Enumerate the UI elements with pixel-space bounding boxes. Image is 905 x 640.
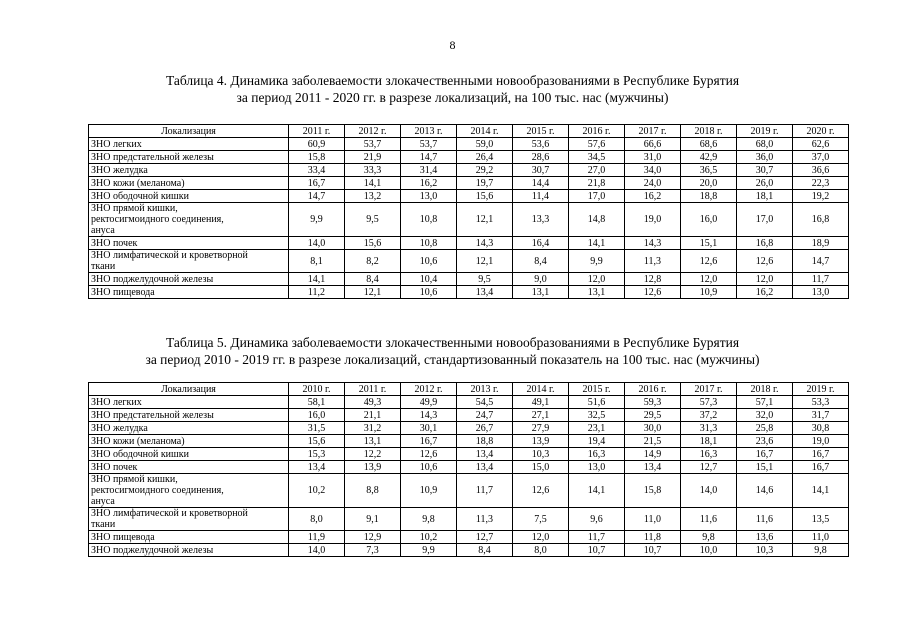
table-header-row (89, 383, 849, 396)
value-cell: 12,6 (513, 474, 569, 508)
value-cell: 10,6 (401, 461, 457, 474)
localization-line: ткани (91, 261, 116, 272)
value-cell: 13,4 (457, 461, 513, 474)
value-cell: 12,0 (513, 531, 569, 544)
value-cell: 7,5 (513, 508, 569, 531)
value-cell: 9,8 (681, 531, 737, 544)
value-cell: 16,0 (289, 409, 345, 422)
value-cell: 36,0 (737, 151, 793, 164)
table-header-row (89, 125, 849, 138)
column-header-year: 2016 г. (569, 125, 625, 138)
value-cell: 42,9 (681, 151, 737, 164)
column-header-year: 2013 г. (457, 383, 513, 396)
table-row (89, 151, 849, 164)
value-cell: 11,8 (625, 531, 681, 544)
page-number: 8 (449, 38, 456, 52)
value-cell: 13,3 (513, 203, 569, 237)
value-cell: 11,7 (457, 474, 513, 508)
value-cell: 15,1 (681, 237, 737, 250)
value-cell: 25,8 (737, 422, 793, 435)
value-cell: 12,6 (681, 250, 737, 273)
table-row (89, 508, 849, 531)
column-header-year: 2018 г. (737, 383, 793, 396)
value-cell: 8,8 (345, 474, 401, 508)
value-cell: 14,7 (401, 151, 457, 164)
value-cell: 14,0 (289, 544, 345, 557)
table5-caption-line1: Таблица 5. Динамика заболеваемости злокачественными новообразованиями в Республике Бурятия (165, 335, 740, 350)
value-cell: 12,6 (401, 448, 457, 461)
value-cell: 15,0 (513, 461, 569, 474)
localization-cell (89, 151, 289, 164)
table-row (89, 203, 849, 237)
value-cell: 14,4 (513, 177, 569, 190)
localization-line: ЗНО легких (91, 396, 142, 408)
value-cell: 13,0 (569, 461, 625, 474)
value-cell: 14,3 (457, 237, 513, 250)
value-cell: 15,6 (289, 435, 345, 448)
value-cell: 24,0 (625, 177, 681, 190)
value-cell: 27,0 (569, 164, 625, 177)
table-row (89, 531, 849, 544)
value-cell: 11,9 (289, 531, 345, 544)
value-cell: 14,6 (737, 474, 793, 508)
table-row (89, 273, 849, 286)
value-cell: 20,0 (681, 177, 737, 190)
column-header-year: 2012 г. (401, 383, 457, 396)
value-cell: 10,3 (737, 544, 793, 557)
value-cell: 26,4 (457, 151, 513, 164)
localization-line: ЗНО предстательной железы (91, 151, 214, 163)
column-header-year: 2013 г. (401, 125, 457, 138)
value-cell: 10,9 (681, 286, 737, 299)
value-cell: 33,4 (289, 164, 345, 177)
value-cell: 9,1 (345, 508, 401, 531)
localization-line: ануса (91, 496, 115, 507)
value-cell: 13,4 (625, 461, 681, 474)
value-cell: 30,1 (401, 422, 457, 435)
value-cell: 9,9 (401, 544, 457, 557)
value-cell: 30,7 (513, 164, 569, 177)
value-cell: 12,7 (457, 531, 513, 544)
localization-cell (89, 250, 289, 273)
localization-line: ЗНО ободочной кишки (91, 190, 189, 202)
value-cell: 19,4 (569, 435, 625, 448)
value-cell: 18,8 (457, 435, 513, 448)
localization-cell (89, 435, 289, 448)
table-row (89, 435, 849, 448)
value-cell: 51,6 (569, 396, 625, 409)
table-row (89, 286, 849, 299)
value-cell: 14,7 (793, 250, 849, 273)
value-cell: 29,2 (457, 164, 513, 177)
value-cell: 9,8 (793, 544, 849, 557)
value-cell: 21,9 (345, 151, 401, 164)
localization-cell (89, 286, 289, 299)
value-cell: 11,7 (793, 273, 849, 286)
value-cell: 10,8 (401, 237, 457, 250)
value-cell: 58,1 (289, 396, 345, 409)
value-cell: 31,2 (345, 422, 401, 435)
value-cell: 16,3 (681, 448, 737, 461)
localization-line: ЗНО кожи (меланома) (91, 435, 185, 447)
localization-line: ЗНО поджелудочной железы (91, 273, 214, 285)
value-cell: 12,1 (457, 203, 513, 237)
value-cell: 15,8 (289, 151, 345, 164)
table-row (89, 164, 849, 177)
localization-cell (89, 474, 289, 508)
table-row (89, 237, 849, 250)
column-header-year: 2011 г. (345, 383, 401, 396)
value-cell: 31,7 (793, 409, 849, 422)
value-cell: 10,7 (625, 544, 681, 557)
value-cell: 14,0 (681, 474, 737, 508)
value-cell: 13,1 (569, 286, 625, 299)
localization-cell (89, 448, 289, 461)
value-cell: 9,9 (289, 203, 345, 237)
value-cell: 10,9 (401, 474, 457, 508)
value-cell: 11,4 (513, 190, 569, 203)
value-cell: 10,2 (289, 474, 345, 508)
value-cell: 21,8 (569, 177, 625, 190)
value-cell: 16,2 (737, 286, 793, 299)
column-header-localization: Локализация (89, 125, 289, 138)
localization-cell (89, 544, 289, 557)
value-cell: 10,8 (401, 203, 457, 237)
value-cell: 13,0 (401, 190, 457, 203)
table-row (89, 448, 849, 461)
value-cell: 12,6 (625, 286, 681, 299)
value-cell: 34,0 (625, 164, 681, 177)
value-cell: 60,9 (289, 138, 345, 151)
value-cell: 10,6 (401, 286, 457, 299)
value-cell: 16,8 (737, 237, 793, 250)
column-header-year: 2015 г. (513, 125, 569, 138)
value-cell: 12,1 (345, 286, 401, 299)
value-cell: 57,6 (569, 138, 625, 151)
value-cell: 11,6 (737, 508, 793, 531)
table5-caption (0, 334, 905, 368)
localization-line: ЗНО предстательной железы (91, 409, 214, 421)
value-cell: 15,6 (345, 237, 401, 250)
value-cell: 11,7 (569, 531, 625, 544)
value-cell: 30,8 (793, 422, 849, 435)
value-cell: 13,4 (457, 286, 513, 299)
value-cell: 13,4 (289, 461, 345, 474)
value-cell: 34,5 (569, 151, 625, 164)
column-header-year: 2019 г. (737, 125, 793, 138)
value-cell: 59,3 (625, 396, 681, 409)
value-cell: 16,2 (401, 177, 457, 190)
localization-cell (89, 273, 289, 286)
value-cell: 14,1 (569, 474, 625, 508)
value-cell: 9,9 (569, 250, 625, 273)
value-cell: 8,0 (513, 544, 569, 557)
value-cell: 16,7 (793, 448, 849, 461)
value-cell: 13,2 (345, 190, 401, 203)
value-cell: 10,6 (401, 250, 457, 273)
column-header-year: 2015 г. (569, 383, 625, 396)
table4-caption (0, 72, 905, 106)
value-cell: 12,8 (625, 273, 681, 286)
value-cell: 19,0 (625, 203, 681, 237)
value-cell: 11,3 (625, 250, 681, 273)
column-header-year: 2010 г. (289, 383, 345, 396)
value-cell: 11,0 (625, 508, 681, 531)
value-cell: 28,6 (513, 151, 569, 164)
value-cell: 12,0 (681, 273, 737, 286)
value-cell: 12,2 (345, 448, 401, 461)
value-cell: 14,8 (569, 203, 625, 237)
localization-line: ткани (91, 519, 116, 530)
table4-caption-line2: за период 2011 - 2020 гг. в разрезе локализаций, на 100 тыс. нас (мужчины) (236, 90, 669, 105)
value-cell: 16,7 (401, 435, 457, 448)
value-cell: 9,6 (569, 508, 625, 531)
table-row (89, 409, 849, 422)
value-cell: 27,9 (513, 422, 569, 435)
value-cell: 27,1 (513, 409, 569, 422)
column-header-year: 2014 г. (457, 125, 513, 138)
value-cell: 29,5 (625, 409, 681, 422)
column-header-year: 2016 г. (625, 383, 681, 396)
value-cell: 26,7 (457, 422, 513, 435)
value-cell: 16,7 (737, 448, 793, 461)
table-row (89, 177, 849, 190)
localization-cell (89, 531, 289, 544)
value-cell: 12,7 (681, 461, 737, 474)
localization-cell (89, 396, 289, 409)
value-cell: 14,3 (625, 237, 681, 250)
value-cell: 12,0 (569, 273, 625, 286)
value-cell: 23,6 (737, 435, 793, 448)
table-row (89, 422, 849, 435)
localization-line: ЗНО прямой кишки, (91, 474, 178, 485)
value-cell: 14,7 (289, 190, 345, 203)
value-cell: 8,2 (345, 250, 401, 273)
localization-line: ЗНО почек (91, 461, 138, 473)
value-cell: 15,8 (625, 474, 681, 508)
value-cell: 16,0 (681, 203, 737, 237)
value-cell: 37,2 (681, 409, 737, 422)
localization-line: ЗНО желудка (91, 422, 148, 434)
value-cell: 14,1 (569, 237, 625, 250)
value-cell: 62,6 (793, 138, 849, 151)
value-cell: 19,0 (793, 435, 849, 448)
value-cell: 9,0 (513, 273, 569, 286)
value-cell: 14,1 (793, 474, 849, 508)
localization-cell (89, 203, 289, 237)
value-cell: 13,9 (345, 461, 401, 474)
value-cell: 36,6 (793, 164, 849, 177)
value-cell: 10,7 (569, 544, 625, 557)
value-cell: 13,5 (793, 508, 849, 531)
value-cell: 57,3 (681, 396, 737, 409)
value-cell: 53,3 (793, 396, 849, 409)
localization-line: ЗНО лимфатической и кроветворной (91, 250, 248, 261)
value-cell: 16,7 (793, 461, 849, 474)
value-cell: 59,0 (457, 138, 513, 151)
value-cell: 8,4 (345, 273, 401, 286)
localization-cell (89, 461, 289, 474)
value-cell: 10,0 (681, 544, 737, 557)
value-cell: 21,5 (625, 435, 681, 448)
localization-cell (89, 190, 289, 203)
value-cell: 66,6 (625, 138, 681, 151)
value-cell: 18,1 (737, 190, 793, 203)
value-cell: 16,7 (289, 177, 345, 190)
value-cell: 32,0 (737, 409, 793, 422)
value-cell: 12,0 (737, 273, 793, 286)
value-cell: 31,5 (289, 422, 345, 435)
value-cell: 11,0 (793, 531, 849, 544)
value-cell: 18,8 (681, 190, 737, 203)
value-cell: 30,0 (625, 422, 681, 435)
value-cell: 49,3 (345, 396, 401, 409)
value-cell: 32,5 (569, 409, 625, 422)
column-header-year: 2018 г. (681, 125, 737, 138)
value-cell: 17,0 (569, 190, 625, 203)
column-header-year: 2011 г. (289, 125, 345, 138)
value-cell: 13,1 (513, 286, 569, 299)
value-cell: 13,9 (513, 435, 569, 448)
localization-cell (89, 164, 289, 177)
column-header-year: 2020 г. (793, 125, 849, 138)
localization-cell (89, 508, 289, 531)
value-cell: 8,0 (289, 508, 345, 531)
value-cell: 14,9 (625, 448, 681, 461)
localization-line: ЗНО почек (91, 237, 138, 249)
value-cell: 16,2 (625, 190, 681, 203)
localization-line: ЗНО пищевода (91, 531, 155, 543)
value-cell: 13,1 (345, 435, 401, 448)
value-cell: 8,4 (513, 250, 569, 273)
column-header-year: 2012 г. (345, 125, 401, 138)
value-cell: 13,0 (793, 286, 849, 299)
value-cell: 9,8 (401, 508, 457, 531)
value-cell: 24,7 (457, 409, 513, 422)
column-header-year: 2014 г. (513, 383, 569, 396)
value-cell: 21,1 (345, 409, 401, 422)
table-row (89, 190, 849, 203)
value-cell: 37,0 (793, 151, 849, 164)
value-cell: 14,0 (289, 237, 345, 250)
table-row (89, 138, 849, 151)
value-cell: 30,7 (737, 164, 793, 177)
localization-line: ЗНО поджелудочной железы (91, 544, 214, 556)
table-row (89, 461, 849, 474)
value-cell: 14,1 (345, 177, 401, 190)
value-cell: 36,5 (681, 164, 737, 177)
localization-line: ЗНО пищевода (91, 286, 155, 298)
value-cell: 11,3 (457, 508, 513, 531)
column-header-localization: Локализация (89, 383, 289, 396)
value-cell: 10,3 (513, 448, 569, 461)
column-header-year: 2017 г. (681, 383, 737, 396)
value-cell: 7,3 (345, 544, 401, 557)
localization-line: ЗНО желудка (91, 164, 148, 176)
localization-cell (89, 409, 289, 422)
localization-line: ануса (91, 225, 115, 236)
value-cell: 16,8 (793, 203, 849, 237)
localization-line: ректосигмоидного соединения, (91, 485, 224, 496)
value-cell: 11,6 (681, 508, 737, 531)
value-cell: 23,1 (569, 422, 625, 435)
value-cell: 31,4 (401, 164, 457, 177)
value-cell: 53,7 (345, 138, 401, 151)
value-cell: 57,1 (737, 396, 793, 409)
value-cell: 17,0 (737, 203, 793, 237)
localization-line: ЗНО лимфатической и кроветворной (91, 508, 248, 519)
value-cell: 15,3 (289, 448, 345, 461)
value-cell: 14,1 (289, 273, 345, 286)
value-cell: 12,9 (345, 531, 401, 544)
localization-cell (89, 422, 289, 435)
column-header-year: 2019 г. (793, 383, 849, 396)
value-cell: 68,6 (681, 138, 737, 151)
localization-line: ЗНО прямой кишки, (91, 203, 178, 214)
value-cell: 13,4 (457, 448, 513, 461)
value-cell: 19,7 (457, 177, 513, 190)
value-cell: 12,6 (737, 250, 793, 273)
table4 (88, 124, 849, 299)
value-cell: 14,3 (401, 409, 457, 422)
localization-line: ЗНО легких (91, 138, 142, 150)
value-cell: 22,3 (793, 177, 849, 190)
value-cell: 18,9 (793, 237, 849, 250)
value-cell: 15,6 (457, 190, 513, 203)
value-cell: 16,3 (569, 448, 625, 461)
localization-cell (89, 138, 289, 151)
value-cell: 13,6 (737, 531, 793, 544)
value-cell: 49,9 (401, 396, 457, 409)
value-cell: 31,0 (625, 151, 681, 164)
value-cell: 33,3 (345, 164, 401, 177)
localization-line: ЗНО кожи (меланома) (91, 177, 185, 189)
value-cell: 49,1 (513, 396, 569, 409)
table-row (89, 544, 849, 557)
value-cell: 54,5 (457, 396, 513, 409)
value-cell: 9,5 (457, 273, 513, 286)
value-cell: 26,0 (737, 177, 793, 190)
localization-cell (89, 177, 289, 190)
table-row (89, 474, 849, 508)
value-cell: 10,4 (401, 273, 457, 286)
value-cell: 8,1 (289, 250, 345, 273)
value-cell: 16,4 (513, 237, 569, 250)
value-cell: 11,2 (289, 286, 345, 299)
table4-caption-line1: Таблица 4. Динамика заболеваемости злокачественными новообразованиями в Республике Бурятия (165, 73, 740, 88)
value-cell: 15,1 (737, 461, 793, 474)
table5-caption-line2: за период 2010 - 2019 гг. в разрезе локализаций, стандартизованный показатель на 100 тыс. нас (мужчины) (145, 352, 760, 367)
value-cell: 12,1 (457, 250, 513, 273)
localization-line: ректосигмоидного соединения, (91, 214, 224, 225)
table5 (88, 382, 849, 557)
value-cell: 9,5 (345, 203, 401, 237)
value-cell: 18,1 (681, 435, 737, 448)
localization-cell (89, 237, 289, 250)
column-header-year: 2017 г. (625, 125, 681, 138)
value-cell: 68,0 (737, 138, 793, 151)
value-cell: 8,4 (457, 544, 513, 557)
value-cell: 53,7 (401, 138, 457, 151)
value-cell: 19,2 (793, 190, 849, 203)
table-row (89, 396, 849, 409)
table-row (89, 250, 849, 273)
value-cell: 53,6 (513, 138, 569, 151)
localization-line: ЗНО ободочной кишки (91, 448, 189, 460)
value-cell: 31,3 (681, 422, 737, 435)
value-cell: 10,2 (401, 531, 457, 544)
